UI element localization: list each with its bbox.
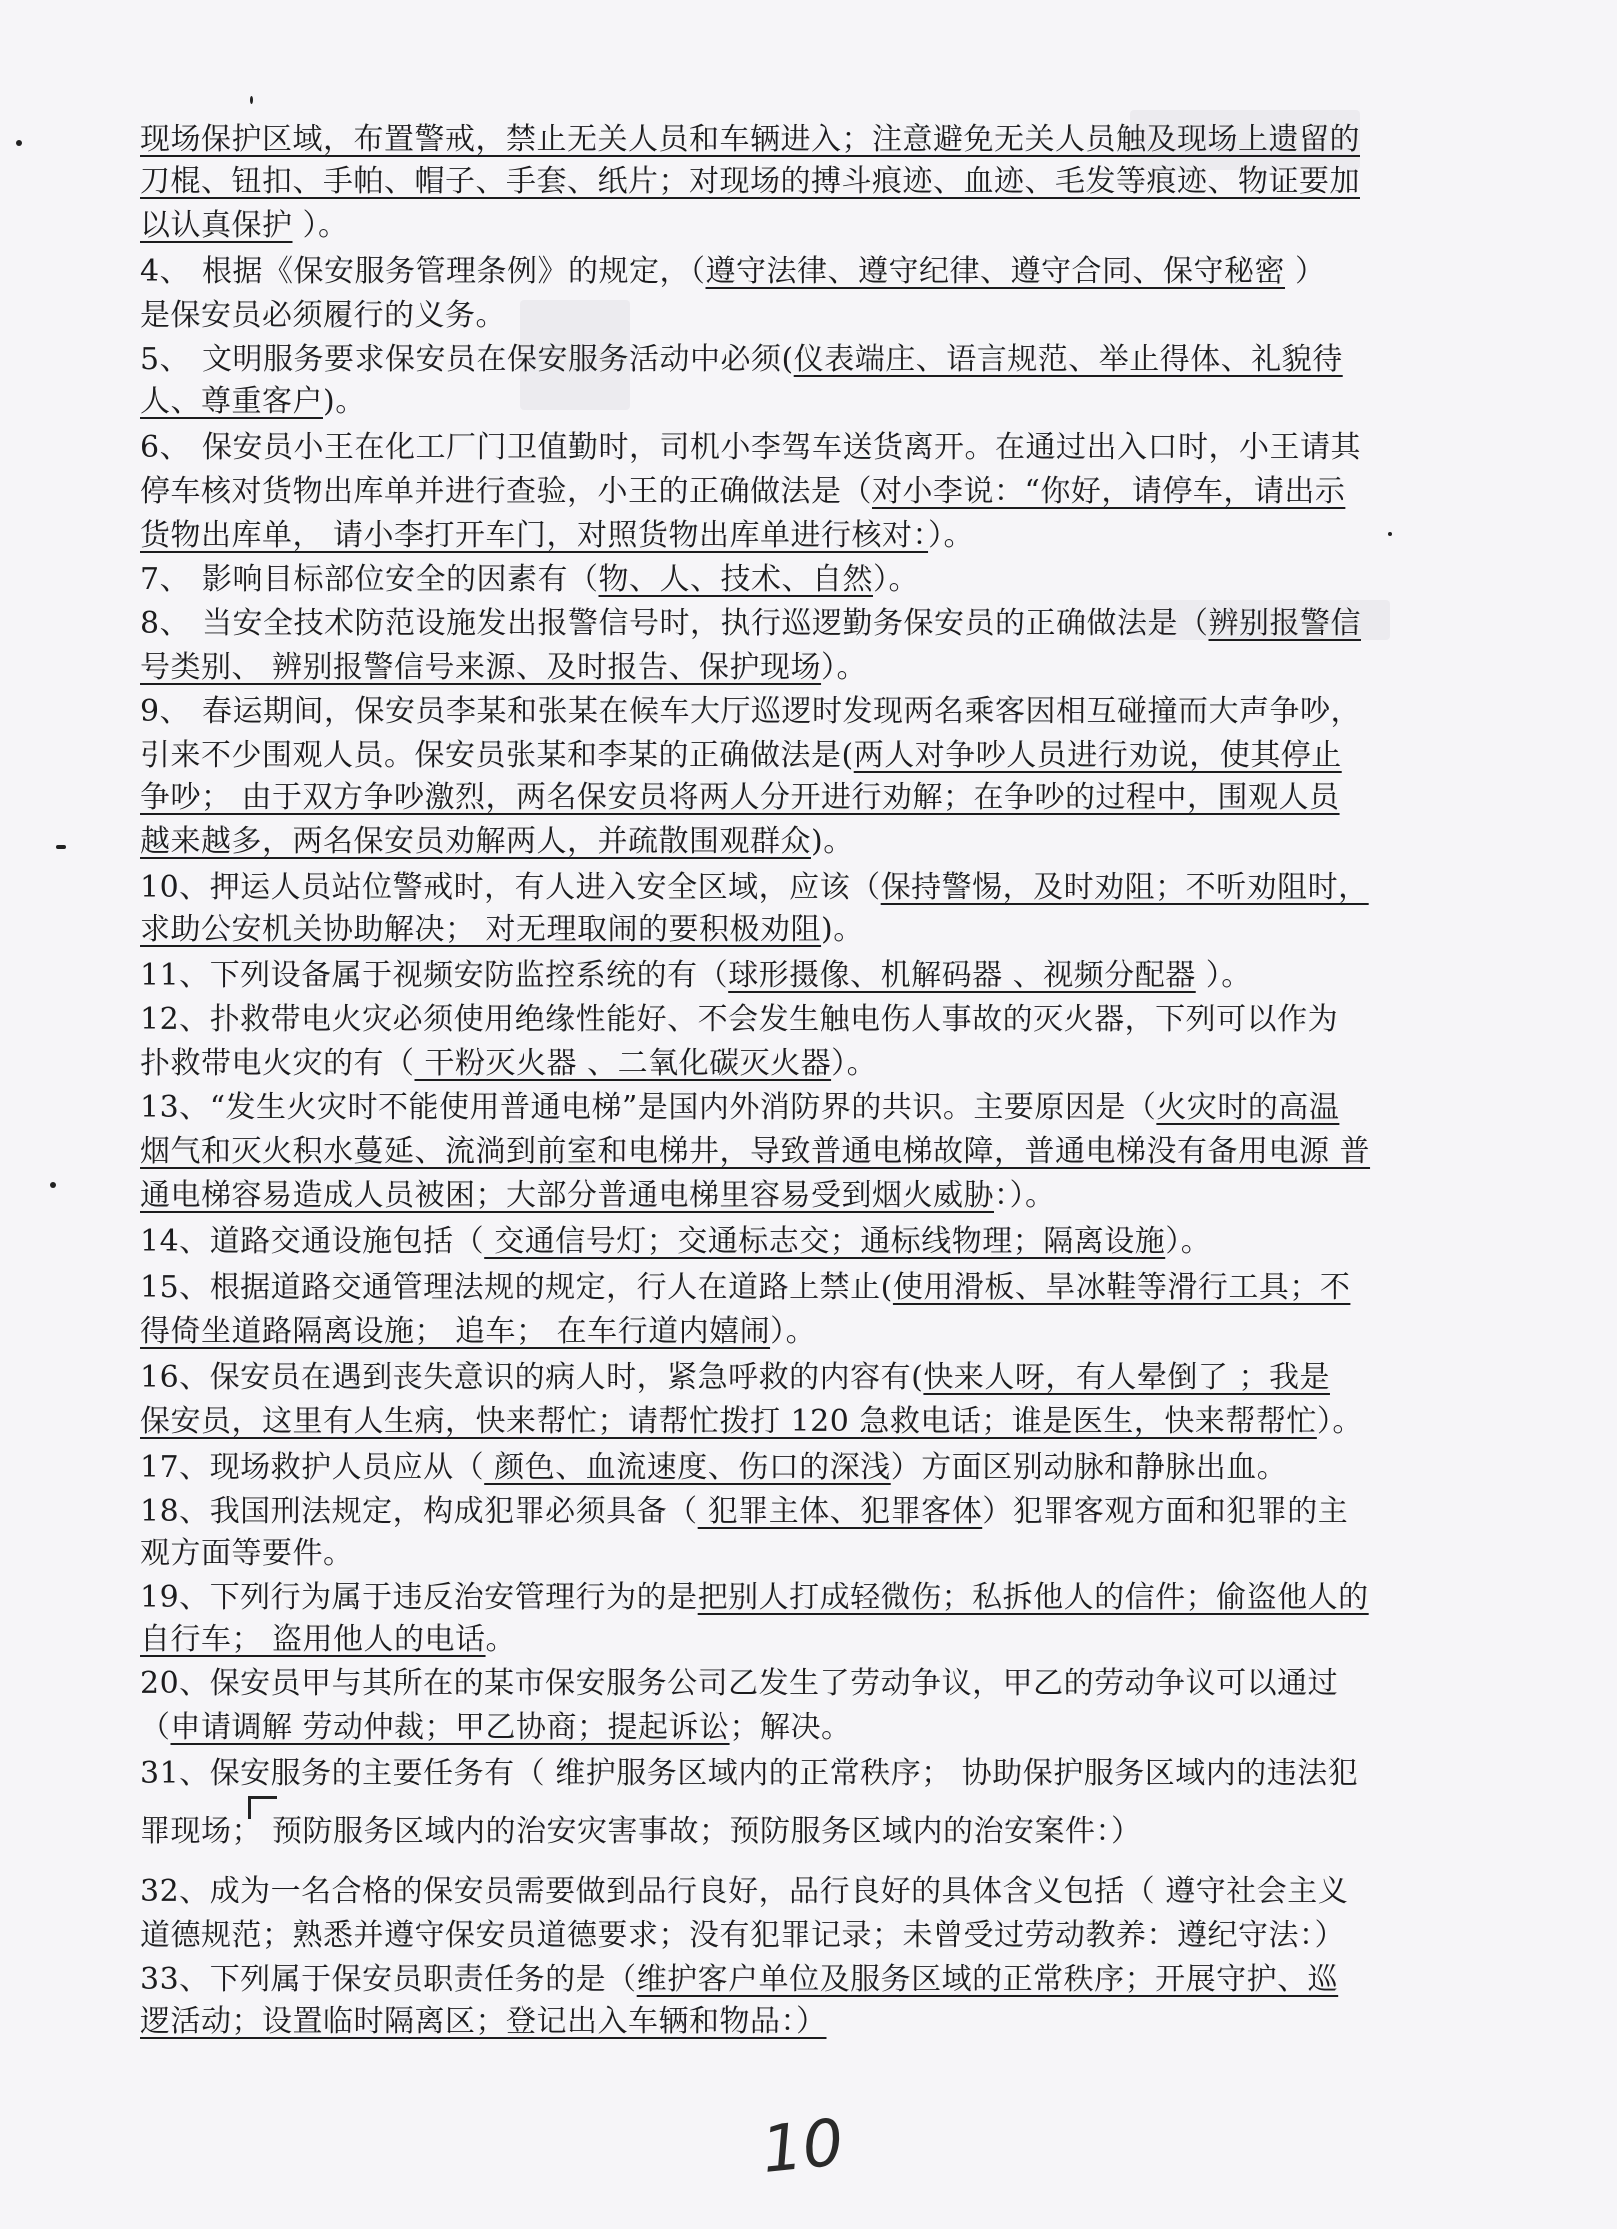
- text-line: [140, 692, 1361, 732]
- text-line: [140, 382, 1310, 422]
- question-number: 17、: [140, 1450, 210, 1485]
- underlined-answer: 通电梯容易造成人员被困；大部分普通电梯里容易受到烟火威胁: [140, 1178, 994, 1213]
- text-line: [140, 1268, 1351, 1308]
- underlined-answer: 越来越多，两名保安员劝解两人，并疏散围观群众: [140, 824, 811, 859]
- text-line: [140, 428, 1361, 468]
- underlined-answer: 维护客户单位及服务区域的正常秩序；开展守护、巡: [636, 1962, 1339, 1997]
- text-line: [140, 296, 1310, 336]
- question-text: 成为一名合格的保安员需要做到品行良好，品行良好的具体含义包括（ 遵守社会主义: [209, 1874, 1349, 1909]
- text-line: [140, 516, 1310, 556]
- text-line: [140, 472, 1346, 512]
- text-line: [140, 560, 1310, 600]
- text-line: [140, 910, 1310, 950]
- question-text: 。: [485, 1622, 517, 1657]
- text-line: [140, 736, 1342, 776]
- text-line: [140, 1664, 1339, 1704]
- question-number: 5、: [140, 342, 191, 377]
- question-number: 19、: [140, 1580, 210, 1615]
- underlined-answer: 刀棍、钮扣、手帕、帽子、手套、纸片；对现场的搏斗痕迹、血迹、毛发等痕迹、物证要加: [140, 164, 1360, 199]
- text-line: [140, 1534, 1310, 1574]
- scan-speck: [56, 845, 66, 849]
- underlined-answer: 逻活动；设置临时隔离区；登记出入车辆和物品：）: [140, 2004, 827, 2039]
- question-number: 13、: [140, 1090, 210, 1125]
- question-number: 32、: [140, 1874, 210, 1909]
- underlined-answer: 辨别报警信: [1208, 606, 1361, 641]
- question-text: 是保安员必须履行的义务。: [140, 298, 506, 333]
- underlined-answer: 保安员，这里有人生病，快来帮忙；请帮忙拨打 120 急救电话；谁是医生，快来帮帮忙: [140, 1404, 1317, 1439]
- text-line: [140, 1872, 1349, 1912]
- text-line: [140, 1044, 1310, 1084]
- question-text: 文明服务要求保安员在保安服务活动中必须(: [202, 342, 794, 377]
- text-line: [140, 1132, 1371, 1172]
- text-line: [140, 1000, 1339, 1040]
- question-text: 扑救带电火灾必须使用绝缘性能好、不会发生触电伤人事故的灭火器，下列可以作为: [209, 1002, 1339, 1037]
- question-text: 保安员在遇到丧失意识的病人时，紧急呼救的内容有(: [209, 1360, 924, 1395]
- underlined-answer: 快来人呀，有人晕倒了 ；我是: [923, 1360, 1330, 1395]
- text-line: [140, 1708, 1310, 1748]
- underlined-answer: 货物出库单， 请小李打开车门，对照货物出库单进行核对：: [140, 518, 929, 553]
- question-text: 道德规范；熟悉并遵守保安员道德要求；没有犯罪记录；未曾受过劳动教养：遵纪守法：）: [140, 1918, 1345, 1953]
- question-text: 观方面等要件。: [140, 1536, 354, 1571]
- question-number: 6、: [140, 430, 191, 465]
- underlined-answer: 交通信号灯；交通标志交；通标线物理；隔离设施: [484, 1224, 1166, 1259]
- question-text: （: [140, 1710, 171, 1745]
- text-line: [140, 1754, 1359, 1794]
- underlined-answer: 颜色、血流速度、伤口的深浅: [484, 1450, 891, 1485]
- underlined-answer: 使用滑板、旱冰鞋等滑行工具；不: [892, 1270, 1351, 1305]
- underlined-answer: 把别人打成轻微伤；私拆他人的信件；偷盗他人的: [697, 1580, 1369, 1615]
- underlined-answer: 保持警惕，及时劝阻；不听劝阻时，: [880, 870, 1369, 905]
- question-text: ；解决。: [729, 1710, 852, 1745]
- underlined-answer: 对小李说：“你好，请停车，请出示: [872, 474, 1346, 509]
- underlined-answer: 火灾时的高温: [1156, 1090, 1340, 1125]
- text-line: [140, 822, 1310, 862]
- question-text: ）。: [831, 1046, 878, 1081]
- question-text: ）。: [770, 1314, 817, 1349]
- question-text: 当安全技术防范设施发出报警信号时，执行巡逻勤务保安员的正确做法是（: [202, 606, 1209, 641]
- question-text: )。: [821, 912, 864, 947]
- question-number: 16、: [140, 1360, 210, 1395]
- question-text: ）。: [292, 208, 349, 243]
- question-number: 12、: [140, 1002, 210, 1037]
- text-line: [140, 1448, 1310, 1488]
- question-text: 保安员小王在化工厂门卫值勤时，司机小李驾车送货离开。在通过出入口时，小王请其: [202, 430, 1361, 465]
- text-line: [140, 120, 1360, 160]
- text-line: [140, 648, 1310, 688]
- underlined-answer: 号类别、 辨别报警信号来源、及时报告、保护现场: [140, 650, 822, 685]
- question-text: 现场救护人员应从（: [209, 1450, 485, 1485]
- text-line: [140, 778, 1340, 818]
- question-text: 根据《保安服务管理条例》的规定，（: [202, 254, 706, 289]
- question-number: 7、: [140, 562, 191, 597]
- underlined-answer: 得倚坐道路隔离设施； 追车； 在车行道内嬉闹: [140, 1314, 771, 1349]
- question-number: 8、: [140, 606, 191, 641]
- underlined-answer: 物、人、技术、自然: [598, 562, 873, 597]
- question-number: 33、: [140, 1962, 210, 1997]
- text-line: [140, 1088, 1340, 1128]
- text-line: [140, 2002, 1310, 2042]
- question-text: ）方面区别动脉和静脉出血。: [890, 1450, 1288, 1485]
- scan-speck: [1388, 532, 1392, 536]
- text-line: [140, 868, 1369, 908]
- question-text: 保安服务的主要任务有（ 维护服务区域内的正常秩序； 协助保护服务区域内的违法犯: [209, 1756, 1359, 1791]
- question-number: 20、: [140, 1666, 210, 1701]
- question-number: 10、: [140, 870, 210, 905]
- question-text: 我国刑法规定，构成犯罪必须具备（: [209, 1494, 698, 1529]
- text-line: [140, 956, 1310, 996]
- question-text: 停车核对货物出库单并进行查验，小王的正确做法是（: [140, 474, 872, 509]
- underlined-answer: 求助公安机关协助解决； 对无理取闹的要积极劝阻: [140, 912, 822, 947]
- question-text: 下列属于保安员职责任务的是（: [209, 1962, 637, 1997]
- text-line: [140, 604, 1361, 644]
- question-text: ）。: [1316, 1404, 1363, 1439]
- text-line: [140, 1916, 1345, 1956]
- question-text: “发生火灾时不能使用普通电梯”是国内外消防界的共识。主要原因是（: [209, 1090, 1157, 1125]
- text-line: [140, 1402, 1363, 1442]
- question-number: 15、: [140, 1270, 210, 1305]
- page-number: 10: [758, 2105, 848, 2189]
- underlined-answer: 现场保护区域，布置警戒，禁止无关人员和车辆进入；注意避免无关人员触及现场上遗留的: [140, 122, 1360, 157]
- question-text: 道路交通设施包括（: [209, 1224, 485, 1259]
- question-text: 下列设备属于视频安防监控系统的有（: [209, 958, 729, 993]
- question-text: )。: [323, 384, 366, 419]
- text-line: [140, 1222, 1310, 1262]
- question-text: ）: [1285, 254, 1326, 289]
- underlined-answer: 两人对争吵人员进行劝说，使其停止: [853, 738, 1342, 773]
- question-number: 4、: [140, 254, 191, 289]
- question-text: 下列行为属于违反治安管理行为的是: [209, 1580, 698, 1615]
- question-text: 押运人员站位警戒时，有人进入安全区域，应该（: [209, 870, 881, 905]
- text-line: [140, 252, 1326, 292]
- question-number: 18、: [140, 1494, 210, 1529]
- question-text: 扑救带电火灾的有（: [140, 1046, 415, 1081]
- question-text: )。: [811, 824, 854, 859]
- scan-speck: [250, 96, 253, 104]
- question-number: 14、: [140, 1224, 210, 1259]
- underlined-answer: 干粉灭火器 、二氧化碳灭火器: [414, 1046, 832, 1081]
- question-text: ）。: [1165, 1224, 1212, 1259]
- text-line: [140, 1620, 1310, 1660]
- question-number: 9、: [140, 694, 191, 729]
- question-text: ）犯罪客观方面和犯罪的主: [982, 1494, 1349, 1529]
- question-text: 春运期间，保安员李某和张某在候车大厅巡逻时发现两名乘客因相互碰撞而大声争吵，: [202, 694, 1361, 729]
- text-line: [140, 162, 1360, 202]
- underlined-answer: 犯罪主体、犯罪客体: [697, 1494, 983, 1529]
- text-line: [140, 1312, 1310, 1352]
- question-number: 31、: [140, 1756, 210, 1791]
- question-text: ）。: [821, 650, 868, 685]
- question-text: 保安员甲与其所在的某市保安服务公司乙发生了劳动争议，甲乙的劳动争议可以通过: [209, 1666, 1339, 1701]
- question-text: ：）。: [994, 1178, 1056, 1213]
- question-text: 引来不少围观人员。保安员张某和李某的正确做法是(: [140, 738, 854, 773]
- question-text: 罪现场； 预防服务区域内的治安灾害事故；预防服务区域内的治安案件：）: [140, 1814, 1142, 1849]
- underlined-answer: 以认真保护: [140, 208, 293, 243]
- question-text: 影响目标部位安全的因素有（: [202, 562, 599, 597]
- underlined-answer: 人、尊重客户: [140, 384, 323, 419]
- question-text: ）。: [873, 562, 919, 597]
- question-text: ）。: [1195, 958, 1252, 993]
- underlined-answer: 申请调解 劳动仲裁；甲乙协商；提起诉讼: [170, 1710, 730, 1745]
- underlined-answer: 遵守法律、遵守纪律、遵守合同、保守秘密: [705, 254, 1285, 289]
- question-text: 根据道路交通管理法规的规定，行人在道路上禁止(: [209, 1270, 893, 1305]
- underlined-answer: 仪表端庄、语言规范、举止得体、礼貌待: [793, 342, 1343, 377]
- text-line: [140, 1492, 1349, 1532]
- underlined-answer: 自行车； 盗用他人的电话: [140, 1622, 486, 1657]
- scan-speck: [16, 140, 22, 146]
- text-line: [140, 1358, 1330, 1398]
- underlined-answer: 烟气和灭火积水蔓延、流淌到前室和电梯井，导致普通电梯故障，普通电梯没有备用电源 普: [140, 1134, 1371, 1169]
- text-line: [140, 1578, 1369, 1618]
- underlined-answer: 争吵； 由于双方争吵激烈，两名保安员将两人分开进行劝解；在争吵的过程中，围观人员: [140, 780, 1340, 815]
- text-line: [140, 1960, 1339, 2000]
- text-line: [140, 1812, 1310, 1852]
- text-line: [140, 340, 1343, 380]
- text-line: [140, 206, 1310, 246]
- scan-speck: [50, 1182, 56, 1188]
- text-line: [140, 1176, 1310, 1216]
- underlined-answer: 球形摄像、机解码器 、视频分配器: [728, 958, 1196, 993]
- question-number: 11、: [140, 958, 210, 993]
- question-text: ）。: [928, 518, 975, 553]
